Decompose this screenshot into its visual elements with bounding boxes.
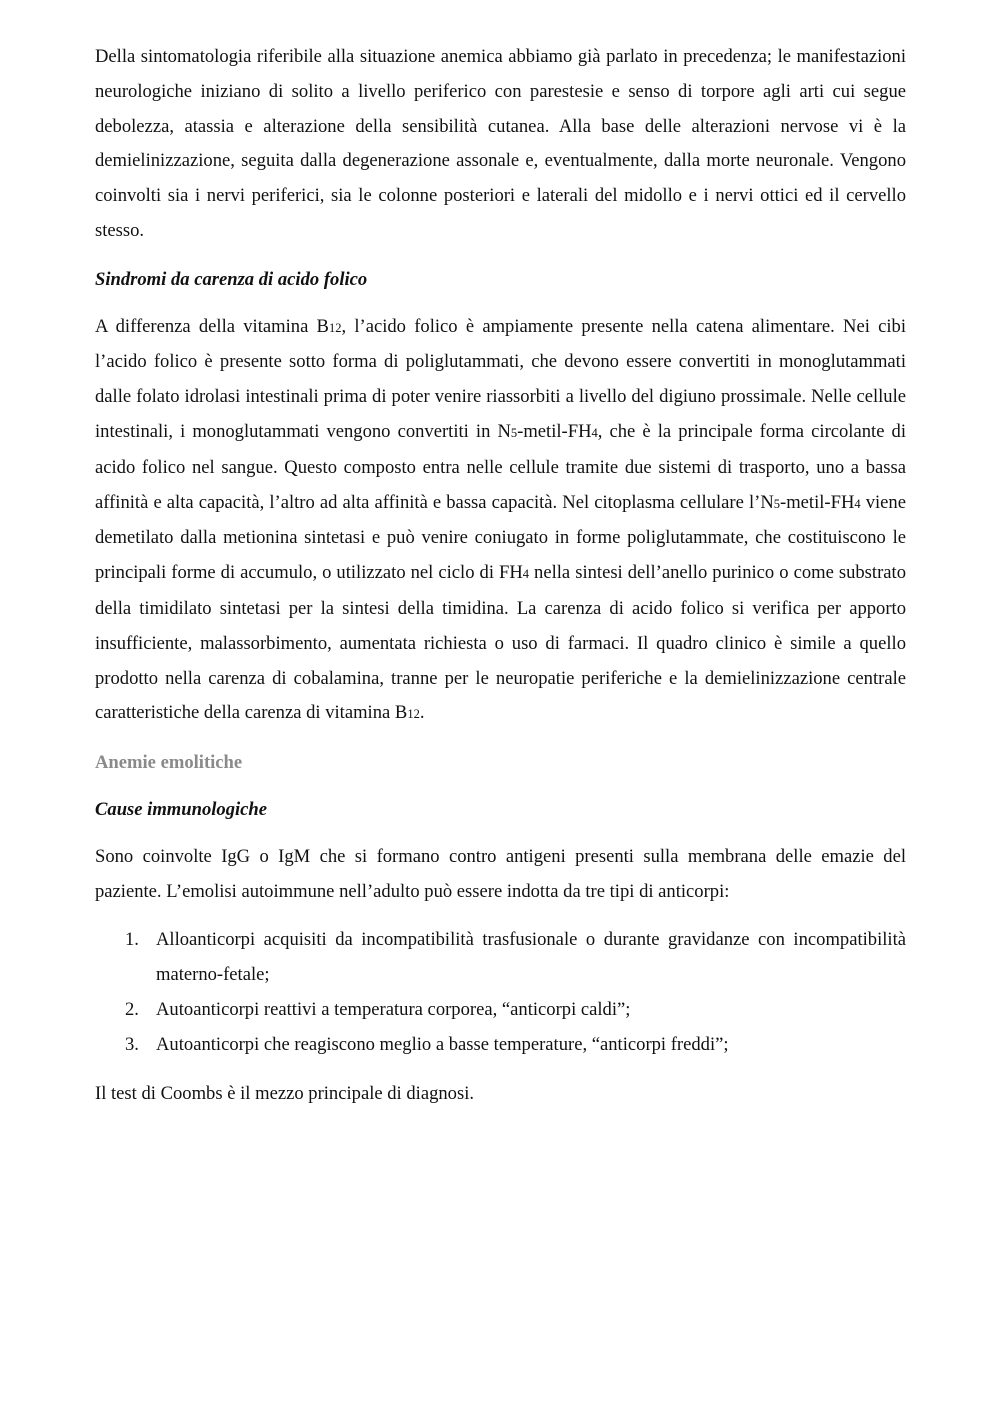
immunological-paragraph: Sono coinvolte IgG o IgM che si formano contro antigeni presenti sulla membrana delle emazie del paziente. L’emolisi autoimmune nell’adulto può essere indotta da tre tipi di anticorpi: xyxy=(95,845,906,902)
list-item-number: 2. xyxy=(125,998,139,1020)
list-item-number: 1. xyxy=(125,929,139,951)
folic-sub-3: 4 xyxy=(591,425,598,440)
list-item-number: 3. xyxy=(125,1033,139,1055)
antibody-type-list xyxy=(95,923,906,1062)
folic-sub-6: 4 xyxy=(522,567,530,582)
folic-sub-1: 12 xyxy=(328,320,342,335)
list-item xyxy=(95,923,906,993)
folic-sub-5: 4 xyxy=(854,496,861,511)
folic-text-3: -metil-FH xyxy=(517,420,592,442)
folic-text-1: A differenza della vitamina B xyxy=(95,315,329,337)
immunological-causes-heading: Cause immunologiche xyxy=(95,798,268,820)
folic-sub-7: 12 xyxy=(407,707,420,722)
list-item-text: Autoanticorpi reattivi a temperatura corporea, “anticorpi caldi”; xyxy=(156,998,631,1020)
folic-sub-4: 5 xyxy=(773,496,780,511)
list-item xyxy=(95,1028,906,1063)
hemolytic-anemia-heading: Anemie emolitiche xyxy=(95,752,243,774)
folic-sub-2: 5 xyxy=(510,425,518,440)
folic-text-7: nella sintesi dell’anello purinico o come substrato della timidilato sintetasi per la sintesi della timidina. La carenza di acido folico si verifica per apporto insufficiente, malassorbimento, aumentata richiesta o uso di farmaci. Il quadro clinico è simile a quello prodotto nella carenza di cobalamina, tranne per le neuropatie periferiche e la demielinizzazione centrale caratteristiche della carenza di vitamina B xyxy=(95,562,906,724)
folic-text-8: . xyxy=(419,702,425,724)
folic-acid-heading: Sindromi da carenza di acido folico xyxy=(95,268,368,290)
folic-text-2: , l’acido folico è ampiamente presente nella catena alimentare. Nei cibi l’acido folico è presente sotto forma di poliglutammati, che devono essere convertiti in monoglutammati dalle folato idrolasi intestinali prima di poter venire riassorbiti a livello del digiuno prossimale. Nelle cellule intestinali, i monoglutammati vengono convertiti in N xyxy=(95,315,906,442)
folic-text-6: viene demetilato dalla metionina sintetasi e può venire coniugato in forme poliglutammate, che costituiscono le principali forme di accumulo, o utilizzato nel ciclo di FH xyxy=(95,491,906,584)
document-page xyxy=(95,40,906,1111)
folic-text-4: , che è la principale forma circolante di acido folico nel sangue. Questo composto entra nelle cellule tramite due sistemi di trasporto, uno a bassa affinità e alta capacità, l’altro ad alta affinità e bassa capacità. Nel citoplasma cellulare l’N xyxy=(95,420,906,513)
list-item xyxy=(95,993,906,1028)
folic-text-5: -metil-FH xyxy=(780,491,855,513)
intro-paragraph: Della sintomatologia riferibile alla situazione anemica abbiamo già parlato in precedenza; le manifestazioni neurologiche iniziano di solito a livello periferico con parestesie e senso di torpore agli arti cui segue debolezza, atassia e alterazione della sensibilità cutanea. Alla base delle alterazioni nervose vi è la demielinizzazione, seguita dalla degenerazione assonale e, eventualmente, dalla morte neuronale. Vengono coinvolti sia i nervi periferici, sia le colonne posteriori e laterali del midollo e i nervi ottici ed il cervello stesso. xyxy=(95,46,906,241)
list-item-text: Alloanticorpi acquisiti da incompatibilità trasfusionale o durante gravidanze con incompatibilità materno-fetale; xyxy=(156,929,906,986)
closing-paragraph: Il test di Coombs è il mezzo principale di diagnosi. xyxy=(95,1082,475,1104)
folic-acid-paragraph xyxy=(95,310,906,733)
list-item-text: Autoanticorpi che reagiscono meglio a basse temperature, “anticorpi freddi”; xyxy=(156,1033,729,1055)
